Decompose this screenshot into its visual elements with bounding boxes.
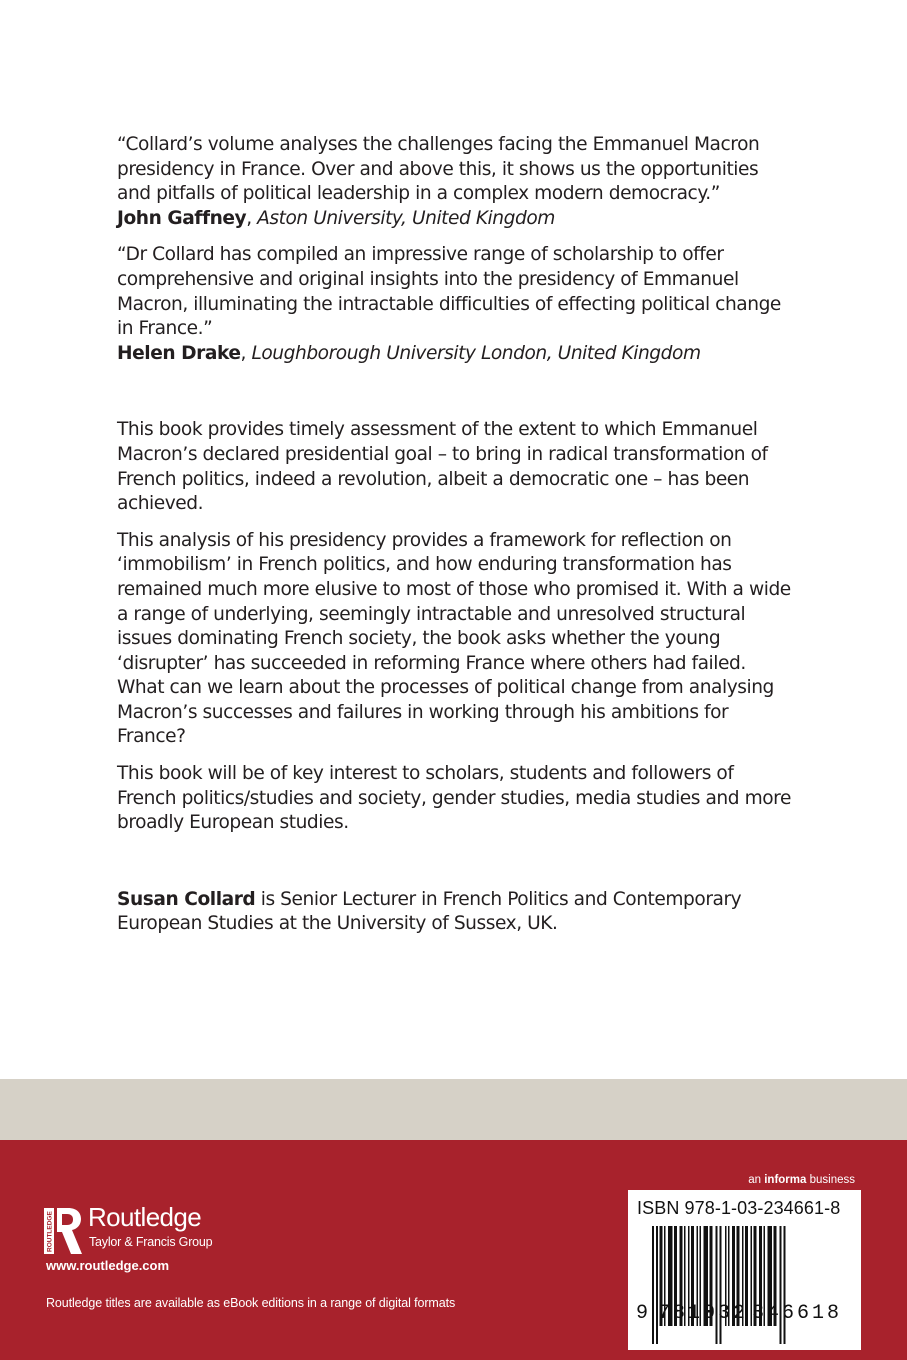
informa-tagline: an informa business xyxy=(748,1174,855,1186)
ebook-note: Routledge titles are available as eBook editions in a range of digital formats xyxy=(46,1296,456,1310)
barcode-icon xyxy=(628,1226,861,1350)
description-paragraph: This book will be of key interest to scholars, students and followers of French politics/studies and society, gender studies, media studies and more broadly European studies. xyxy=(117,763,791,834)
quote-text: “Collard’s volume analyses the challenges facing the Emmanuel Macron presidency in France. Over and above this, it shows us the opportunities and pitfalls of political leadership in a complex modern democracy.” xyxy=(117,134,760,205)
review-quote-1 xyxy=(117,133,797,231)
author-name: Susan Collard xyxy=(117,888,256,910)
review-quote-2 xyxy=(117,243,797,366)
quote-attribution: John Gaffney, Aston University, United Kingdom xyxy=(117,207,555,229)
reviewer-name: John Gaffney xyxy=(117,207,247,229)
barcode-left-digits: 781032 xyxy=(658,1302,749,1325)
description-paragraph: This book provides timely assessment of the extent to which Emmanuel Macron’s declared presidential goal – to bring in radical transformation of French politics, indeed a revolution, albeit a democratic one – has been achieved. xyxy=(117,419,768,515)
reviewer-affiliation: Aston University, United Kingdom xyxy=(257,207,555,229)
barcode-lead-digit: 9 xyxy=(636,1302,649,1325)
reviewer-name: Helen Drake xyxy=(117,342,241,364)
reviewer-affiliation: Loughborough University London, United Kingdom xyxy=(251,342,701,364)
logo-vertical-text: ROUTLEDGE xyxy=(46,1211,54,1252)
quote-attribution: Helen Drake, Loughborough University London, United Kingdom xyxy=(117,342,701,364)
publisher-group: Taylor & Francis Group xyxy=(89,1235,213,1249)
author-bio xyxy=(117,888,797,937)
routledge-logo-icon xyxy=(44,1208,82,1254)
barcode-right-digits: 346618 xyxy=(752,1302,843,1325)
isbn-barcode-box xyxy=(628,1190,861,1350)
publisher-website-link[interactable]: www.routledge.com xyxy=(46,1258,170,1273)
divider-band xyxy=(0,1079,907,1140)
publisher-footer xyxy=(0,1140,907,1360)
back-cover-content xyxy=(117,133,797,949)
quote-text: “Dr Collard has compiled an impressive range of scholarship to offer comprehensive and original insights into the presidency of Emmanuel Macron, illuminating the intractable difficulties of effecting political change in France.” xyxy=(117,244,781,340)
isbn-label: ISBN 978-1-03-234661-8 xyxy=(637,1198,841,1218)
author-bio-text: is Senior Lecturer in French Politics and Contemporary European Studies at the University of Sussex, UK. xyxy=(117,888,742,935)
description-paragraph: This analysis of his presidency provides a framework for reflection on ‘immobilism’ in French politics, and how enduring transformation has remained much more elusive to most of those who promised it. With a wide a range of underlying, seemingly intractable and unresolved structural issues dominating French society, the book asks whether the young ‘disrupter’ has succeeded in reforming France where others had failed. What can we learn about the processes of political change from analysing Macron’s successes and failures in working through his ambitions for France? xyxy=(117,529,791,748)
publisher-name: Routledge xyxy=(88,1202,202,1232)
